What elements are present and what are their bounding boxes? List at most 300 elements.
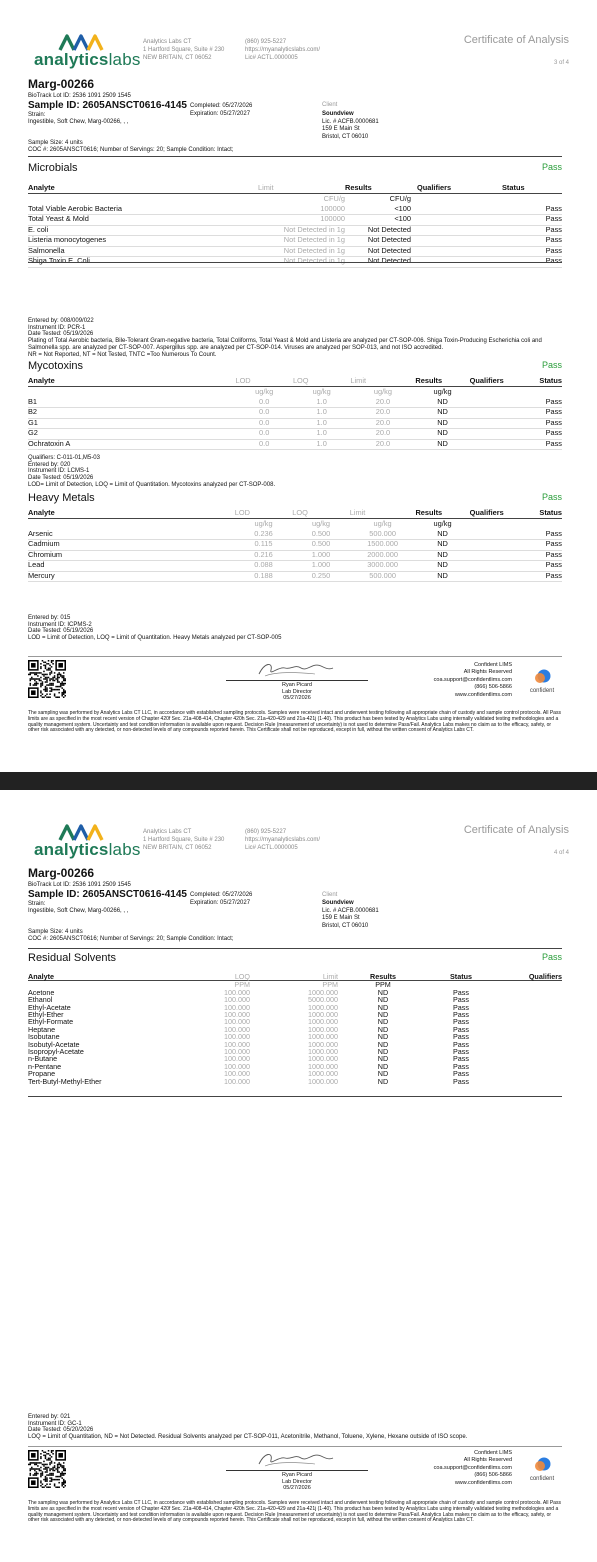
- analyte-name: Lead: [28, 561, 235, 572]
- analyte-name: G2: [28, 429, 235, 440]
- client-address-2: Bristol, CT 06010: [322, 133, 369, 140]
- lab-address-1: 1 Hartford Square, Suite # 230: [143, 837, 225, 844]
- analyte-status: Pass: [539, 418, 562, 429]
- analyte-status: Pass: [453, 1010, 469, 1020]
- divider: [28, 656, 562, 657]
- analyte-name: Total Viable Aerobic Bacteria: [28, 204, 258, 215]
- confident-logo-icon: [532, 1456, 552, 1472]
- qr-code-icon[interactable]: [28, 660, 66, 698]
- residual-solvents-title: Residual Solvents: [28, 952, 117, 964]
- signer-block: [226, 1472, 368, 1492]
- confident-lims-info: [434, 1450, 512, 1487]
- analyte-status: Pass: [453, 1032, 469, 1042]
- confident-logo-icon: [532, 668, 552, 684]
- analyte-loq: 100.000: [224, 1032, 250, 1042]
- analyte-limit: 100000: [258, 204, 345, 215]
- completed-date: Completed: 05/27/2026: [190, 103, 253, 109]
- col-results: Results: [370, 972, 396, 981]
- col-qualifiers: Qualifiers: [528, 972, 562, 981]
- analytics-labs-logo-icon: [58, 32, 108, 52]
- dates: [190, 103, 252, 119]
- expiration-date: Expiration: 05/27/2027: [190, 110, 251, 117]
- table-row: [28, 571, 562, 582]
- table-row: [28, 408, 562, 419]
- analyte-name: Heptane: [28, 1024, 56, 1034]
- analyte-limit: 3000.000: [350, 561, 416, 572]
- analyte-result: <100: [345, 215, 417, 226]
- col-status: Status: [502, 182, 525, 192]
- analyte-status: Pass: [502, 246, 562, 257]
- note-line: Date Tested: 05/19/2026: [28, 475, 94, 482]
- analyte-name: n-Butane: [28, 1054, 58, 1064]
- analyte-name: Shiga Toxin E. Coli: [28, 257, 258, 268]
- analyte-limit: Not Detected in 1g: [258, 225, 345, 236]
- signature-line: [226, 1470, 368, 1471]
- analyte-lod: 0.0: [235, 418, 292, 429]
- result-unit: PPM: [375, 980, 391, 990]
- batch-name: Marg-00266: [28, 866, 95, 880]
- lab-address-2: NEW BRITAIN, CT 06052: [143, 55, 212, 62]
- col-analyte: Analyte: [28, 972, 54, 981]
- analyte-limit: 1000.000: [308, 1039, 338, 1049]
- note-line: Date Tested: 05/20/2026: [28, 1427, 94, 1434]
- lod-unit: ug/kg: [254, 518, 273, 528]
- table-row: [28, 1026, 562, 1033]
- analyte-name: Isobutyl-Acetate: [28, 1039, 80, 1049]
- client-block: [322, 900, 379, 930]
- analyte-status: Pass: [453, 995, 469, 1005]
- client-name: Soundview: [322, 900, 354, 906]
- table-row: [28, 529, 562, 540]
- client-license: Lic. # ACFB.0000681: [322, 907, 379, 914]
- analyte-name: Tert-Butyl-Methyl-Ether: [28, 1076, 102, 1086]
- heavy-metals-title: Heavy Metals: [28, 492, 95, 504]
- analyte-status: Pass: [539, 429, 562, 440]
- signer-block: [226, 682, 368, 702]
- signature-icon: [255, 1450, 335, 1470]
- signer-date: 05/27/2026: [283, 695, 311, 702]
- analyte-name: Listeria monocytogenes: [28, 236, 258, 247]
- lab-info: [143, 828, 224, 852]
- analyte-result: Not Detected: [345, 236, 417, 247]
- note-line: Date Tested: 05/19/2026: [28, 628, 94, 635]
- analyte-result: ND: [415, 571, 469, 582]
- analyte-lod: 0.0: [235, 397, 292, 408]
- analyte-name: Mercury: [28, 571, 235, 582]
- analyte-status: Pass: [539, 550, 562, 561]
- confident-lims-info: [434, 662, 512, 699]
- analyte-limit: 20.0: [350, 397, 415, 408]
- analyte-lod: 0.088: [235, 561, 292, 572]
- table-row: [28, 439, 562, 450]
- limit-unit: CFU/g: [323, 193, 345, 203]
- loq-unit: PPM: [234, 980, 250, 990]
- analyte-limit: 2000.000: [350, 550, 416, 561]
- mycotoxins-title: Mycotoxins: [28, 360, 84, 372]
- analyte-limit: 1500.000: [350, 540, 416, 551]
- table-row: [28, 1078, 562, 1085]
- divider: [28, 1096, 562, 1097]
- confident-website[interactable]: www.confidentlims.com: [454, 1479, 512, 1486]
- note-line: Entered by: 020: [28, 461, 71, 468]
- units-row: [28, 387, 562, 398]
- strain-label: Strain:: [28, 112, 46, 118]
- lab-name: Analytics Labs CT: [143, 39, 192, 45]
- heavy-metals-notes: [28, 615, 562, 642]
- confident-email[interactable]: coa.support@confidentlims.com: [433, 1464, 512, 1471]
- sample-size: Sample Size: 4 units: [28, 929, 83, 935]
- table-row: [28, 996, 562, 1003]
- analyte-name: Cadmium: [28, 540, 235, 551]
- col-loq: LOQ: [292, 375, 309, 385]
- analyte-loq: 100.000: [224, 1054, 250, 1064]
- table-row: [28, 397, 562, 408]
- col-qualifiers: Qualifiers: [417, 182, 452, 192]
- table-row: [28, 418, 562, 429]
- analyte-name: Ochratoxin A: [28, 439, 235, 450]
- microbials-notes: [28, 318, 562, 358]
- analyte-result: ND: [415, 418, 469, 429]
- analyte-status: Pass: [453, 1069, 469, 1079]
- analyte-name: Ethyl-Ether: [28, 1010, 64, 1020]
- analyte-loq: 100.000: [224, 1061, 250, 1071]
- analyte-name: E. coli: [28, 225, 258, 236]
- col-loq: LOQ: [292, 507, 308, 517]
- col-lod: LOD: [234, 507, 250, 517]
- analyte-limit: 500.000: [350, 529, 416, 540]
- loq-unit: ug/kg: [311, 518, 331, 528]
- analyte-status: Pass: [502, 204, 562, 215]
- lab-address-1: 1 Hartford Square, Suite # 230: [143, 47, 225, 54]
- col-qualifiers: Qualifiers: [469, 507, 504, 517]
- analyte-result: ND: [377, 1076, 389, 1086]
- disclaimer: The sampling was performed by Analytics Labs CT LLC, in accordance with established sampling protocols. Samples were received intact and underwent testing following all appropriate chain of custody and sample control protocols. All Pass limits are as specified in the most recent version of Chapter 420f Sec. 21a-408-414, Chapter 420h Sec. 21a-420-429 and 21a-421j (1-40). This product has been tested by Analytics Labs using internally validated testing methodologies and a quality management system. Uncertainty and test condition information is available upon request. Decision Rule (measurement of uncertainty) is not used to determine Pass/Fail. Analytics Labs makes no claim as to the efficacy, safety, or other risk associated with any detected, or non-detected levels of any compounds reported herein. This Certificate shall not be reproduced, except in full, without the written consent of Analytics Labs CT.: [28, 710, 561, 734]
- analyte-limit: 1000.000: [308, 1002, 338, 1012]
- limit-unit: ug/kg: [373, 386, 392, 396]
- lab-license: Lic# ACTL.0000005: [245, 55, 298, 62]
- residual-solvents-table: [28, 973, 562, 1085]
- document-title: Certificate of Analysis: [463, 824, 569, 836]
- confident-logo: [522, 668, 562, 695]
- table-row: [28, 1041, 562, 1048]
- col-limit: Limit: [258, 182, 274, 192]
- lab-name: Analytics Labs CT: [143, 829, 192, 835]
- disclaimer: The sampling was performed by Analytics Labs CT LLC, in accordance with established sampling protocols. Samples were received intact and underwent testing following all appropriate chain of custody and sample control protocols. All Pass limits are as specified in the most recent version of Chapter 420f Sec. 21a-408-414, Chapter 420h Sec. 21a-420-429 and 21a-421j (1-40). This product has been tested by Analytics Labs using internally validated testing methodologies and a quality management system. Uncertainty and test condition information is available upon request. Decision Rule (measurement of uncertainty) is not used to determine Pass/Fail. Analytics Labs makes no claim as to the efficacy, safety, or other risk associated with any detected, or non-detected levels of any compounds reported herein. This Certificate shall not be reproduced, except in full, without the written consent of Analytics Labs CT.: [28, 1500, 561, 1524]
- analyte-limit: 20.0: [350, 408, 415, 419]
- analyte-lod: 0.216: [235, 550, 292, 561]
- col-limit: Limit: [350, 375, 367, 385]
- analyte-limit: 1000.000: [308, 1047, 338, 1057]
- analyte-loq: 0.500: [292, 540, 349, 551]
- limit-unit: ug/kg: [373, 518, 392, 528]
- note-line: Entered by: 008/009/022: [28, 318, 94, 324]
- mycotoxins-pass-badge: Pass: [541, 360, 562, 370]
- biotrack-lot: BioTrack Lot ID: 2536 1091 2509 1545: [28, 882, 131, 888]
- mycotoxins-table: [28, 376, 562, 450]
- analyte-lod: 0.188: [235, 571, 292, 582]
- divider: [28, 156, 562, 157]
- analyte-status: Pass: [453, 1024, 469, 1034]
- col-results: Results: [415, 375, 443, 385]
- table-row: [28, 225, 562, 236]
- mycotoxins-notes: [28, 455, 562, 489]
- confident-logo-text: confident: [529, 1476, 555, 1483]
- analyte-name: B2: [28, 408, 235, 419]
- analyte-status: Pass: [453, 1047, 469, 1057]
- analyte-name: Propane: [28, 1069, 56, 1079]
- client-name: Soundview: [322, 111, 354, 117]
- table-row: [28, 1004, 562, 1011]
- analyte-status: Pass: [539, 408, 562, 419]
- analyte-limit: 1000.000: [308, 1024, 338, 1034]
- analyte-status: Pass: [539, 439, 562, 450]
- table-header: [28, 973, 562, 981]
- document-title: Certificate of Analysis: [463, 34, 569, 46]
- confident-phone: (866) 506-5866: [474, 684, 512, 691]
- analyte-limit: Not Detected in 1g: [258, 257, 345, 268]
- sample-size: Sample Size: 4 units: [28, 140, 83, 146]
- completed-date: Completed: 05/27/2026: [190, 892, 253, 898]
- analyte-name: Arsenic: [28, 529, 235, 540]
- analyte-limit: 1000.000: [308, 1032, 338, 1042]
- sample-id: Sample ID: 2605ANSCT0616-4145: [28, 100, 187, 111]
- analyte-name: Ethyl-Formate: [28, 1017, 74, 1027]
- lab-website[interactable]: https://myanalyticslabs.com/: [245, 47, 321, 54]
- lab-phone: (860) 925-5227: [245, 829, 287, 835]
- analyte-result: ND: [415, 561, 469, 572]
- note-line: LOD= Limit of Detection, LOQ = Limit of Quantitation. Mycotoxins analyzed per CT-SOP-008.: [28, 481, 276, 488]
- col-status: Status: [539, 375, 562, 385]
- heavy-metals-table: [28, 508, 562, 582]
- col-analyte: Analyte: [28, 375, 55, 385]
- analyte-loq: 100.000: [224, 1069, 250, 1079]
- analyte-name: G1: [28, 418, 235, 429]
- analyte-result: ND: [377, 1032, 389, 1042]
- confident-website[interactable]: www.confidentlims.com: [454, 691, 512, 698]
- lab-license: Lic# ACTL.0000005: [245, 845, 298, 852]
- analyte-status: Pass: [453, 987, 469, 997]
- lab-contact: [245, 38, 320, 62]
- analyte-result: ND: [415, 540, 469, 551]
- analyte-result: ND: [377, 1061, 389, 1071]
- analyte-lod: 0.0: [235, 429, 292, 440]
- analyte-name: Acetone: [28, 987, 55, 997]
- analyte-limit: 1000.000: [308, 1069, 338, 1079]
- certificate-page-3: [0, 0, 597, 772]
- analyte-result: ND: [377, 1017, 389, 1027]
- table-row: [28, 561, 562, 572]
- analyte-loq: 1.0: [293, 397, 350, 408]
- signature-line: [226, 680, 368, 681]
- analyte-loq: 1.000: [292, 550, 349, 561]
- analyte-result: ND: [377, 1054, 389, 1064]
- analyte-status: Pass: [539, 397, 562, 408]
- analyte-result: ND: [377, 1047, 389, 1057]
- residual-solvents-notes: [28, 1414, 562, 1441]
- analyte-result: ND: [377, 1039, 389, 1049]
- col-analyte: Analyte: [28, 182, 55, 192]
- analyte-result: ND: [377, 987, 389, 997]
- analyte-status: Pass: [502, 225, 562, 236]
- analyte-loq: 100.000: [224, 987, 250, 997]
- biotrack-lot: BioTrack Lot ID: 2536 1091 2509 1545: [28, 93, 131, 99]
- col-status: Status: [539, 507, 562, 517]
- analyte-status: Pass: [453, 1002, 469, 1012]
- analyte-limit: 1000.000: [308, 1010, 338, 1020]
- note-line: Instrument ID: LCMS-1: [28, 468, 90, 475]
- confident-line: Confident LIMS: [474, 1450, 512, 1456]
- confident-logo: [522, 1456, 562, 1483]
- analyte-loq: 100.000: [224, 1047, 250, 1057]
- analyte-result: ND: [415, 408, 469, 419]
- page-header: [28, 28, 569, 72]
- note-line: Date Tested: 05/19/2026: [28, 331, 94, 338]
- units-row: [28, 519, 562, 530]
- analyte-limit: 1000.000: [308, 987, 338, 997]
- signature-icon: [255, 660, 335, 680]
- table-row: [28, 1033, 562, 1040]
- analyte-loq: 1.0: [293, 408, 350, 419]
- lab-address-2: NEW BRITAIN, CT 06052: [143, 845, 212, 852]
- microbials-pass-badge: Pass: [541, 162, 562, 172]
- analyte-limit: 1000.000: [308, 1076, 338, 1086]
- analyte-loq: 1.0: [293, 439, 350, 450]
- note-line: Instrument ID: ICPMS-2: [28, 621, 92, 628]
- analyte-status: Pass: [453, 1039, 469, 1049]
- analyte-loq: 1.0: [293, 418, 350, 429]
- analyte-limit: 1000.000: [308, 1061, 338, 1071]
- analyte-status: Pass: [502, 236, 562, 247]
- analyte-limit: 20.0: [350, 439, 415, 450]
- analyte-name: Salmonella: [28, 246, 258, 257]
- table-row: [28, 1018, 562, 1025]
- analyte-loq: 100.000: [224, 1010, 250, 1020]
- analyte-limit: 1000.000: [308, 1054, 338, 1064]
- lod-unit: ug/kg: [255, 386, 274, 396]
- analyte-loq: 0.250: [292, 571, 349, 582]
- table-row: [28, 246, 562, 257]
- residual-solvents-pass-badge: Pass: [541, 952, 562, 962]
- note-line: Entered by: 015: [28, 615, 71, 621]
- analyte-status: Pass: [539, 571, 562, 582]
- sample-id: Sample ID: 2605ANSCT0616-4145: [28, 889, 187, 900]
- analyte-limit: 5000.000: [308, 995, 338, 1005]
- batch-name: Marg-00266: [28, 77, 95, 91]
- logo-wordmark: analyticslabs: [34, 840, 141, 859]
- analyte-name: Ethanol: [28, 995, 53, 1005]
- logo-wordmark: analyticslabs: [34, 50, 141, 69]
- col-results: Results: [415, 507, 443, 517]
- strain-value: Ingestible, Soft Chew, Marg-00266, , ,: [28, 908, 129, 914]
- analyte-result: ND: [415, 529, 469, 540]
- microbials-table: [28, 183, 562, 268]
- table-header: [28, 376, 562, 387]
- analyte-loq: 100.000: [224, 1002, 250, 1012]
- analyte-status: Pass: [453, 1054, 469, 1064]
- limit-unit: PPM: [322, 980, 338, 990]
- note-line: Instrument ID: PCR-1: [28, 324, 86, 331]
- signer-title: Lab Director: [282, 1478, 312, 1485]
- confident-line: All Rights Reserved: [463, 669, 512, 676]
- col-analyte: Analyte: [28, 507, 55, 517]
- analyte-name: B1: [28, 397, 235, 408]
- analyte-result: ND: [415, 439, 469, 450]
- divider: [28, 948, 562, 949]
- note-line: Instrument ID: GC-1: [28, 1420, 82, 1427]
- table-header: [28, 183, 562, 194]
- confident-logo-text: confident: [529, 688, 555, 695]
- table-row: [28, 540, 562, 551]
- units-row: [28, 194, 562, 205]
- strain-value: Ingestible, Soft Chew, Marg-00266, , ,: [28, 119, 129, 125]
- col-status: Status: [450, 972, 472, 981]
- table-row: [28, 236, 562, 247]
- analyte-status: Pass: [539, 529, 562, 540]
- client-label: Client: [322, 102, 338, 108]
- col-qualifiers: Qualifiers: [469, 375, 504, 385]
- note-line: LOQ = Limit of Quantitation, ND = Not Detected. Residual Solvents analyzed per CT-SOP-011, Acetonitrile, Methanol, Toluene, Xylene, Hexane outside of ISO scope.: [28, 1434, 468, 1441]
- dates: [190, 892, 252, 908]
- analyte-result: ND: [415, 397, 469, 408]
- analyte-result: ND: [377, 1069, 389, 1079]
- analyte-name: Ethyl-Acetate: [28, 1002, 71, 1012]
- result-unit: ug/kg: [433, 518, 452, 528]
- client-block: [322, 111, 379, 141]
- analyte-loq: 1.0: [293, 429, 350, 440]
- analyte-result: <100: [345, 204, 417, 215]
- analyte-name: Isobutane: [28, 1032, 60, 1042]
- analyte-result: ND: [377, 1024, 389, 1034]
- client-address-2: Bristol, CT 06010: [322, 922, 369, 929]
- analyte-result: ND: [415, 550, 469, 561]
- analyte-limit: 20.0: [350, 429, 415, 440]
- analyte-limit: Not Detected in 1g: [258, 246, 345, 257]
- lab-website[interactable]: https://myanalyticslabs.com/: [245, 837, 321, 844]
- page-number: 3 of 4: [553, 60, 569, 66]
- analyte-lod: 0.0: [235, 408, 292, 419]
- col-limit: Limit: [322, 972, 338, 981]
- analyte-name: n-Pentane: [28, 1061, 62, 1071]
- strain-label: Strain:: [28, 901, 46, 907]
- table-row: [28, 1063, 562, 1070]
- table-row: [28, 204, 562, 215]
- divider: [28, 1446, 562, 1447]
- analyte-name: Isopropyl-Acetate: [28, 1047, 84, 1057]
- confident-email[interactable]: coa.support@confidentlims.com: [433, 676, 512, 683]
- table-row: [28, 1011, 562, 1018]
- client-address-1: 159 E Main St: [322, 126, 360, 132]
- result-unit: CFU/g: [389, 193, 411, 203]
- certificate-page-4: [0, 790, 597, 1562]
- analyte-lod: 0.0: [235, 439, 292, 450]
- confident-line: Confident LIMS: [474, 662, 512, 668]
- chain-of-custody: COC #: 2605ANSCT0616; Number of Servings: 20; Sample Condition: Intact;: [28, 147, 234, 153]
- table-row: [28, 429, 562, 440]
- qr-code-icon[interactable]: [28, 1450, 66, 1488]
- analyte-loq: 0.500: [292, 529, 349, 540]
- analytics-labs-logo-icon: [58, 822, 108, 842]
- microbials-title: Microbials: [28, 162, 78, 174]
- heavy-metals-pass-badge: Pass: [541, 492, 562, 502]
- analyte-result: ND: [415, 429, 469, 440]
- analyte-limit: Not Detected in 1g: [258, 236, 345, 247]
- analyte-limit: 1000.000: [308, 1017, 338, 1027]
- analyte-status: Pass: [539, 540, 562, 551]
- lab-info: [143, 38, 224, 62]
- note-line: Entered by: 021: [28, 1414, 71, 1420]
- note-line: Qualifiers: C-011-01,M5-03: [28, 455, 100, 461]
- result-unit: ug/kg: [433, 386, 452, 396]
